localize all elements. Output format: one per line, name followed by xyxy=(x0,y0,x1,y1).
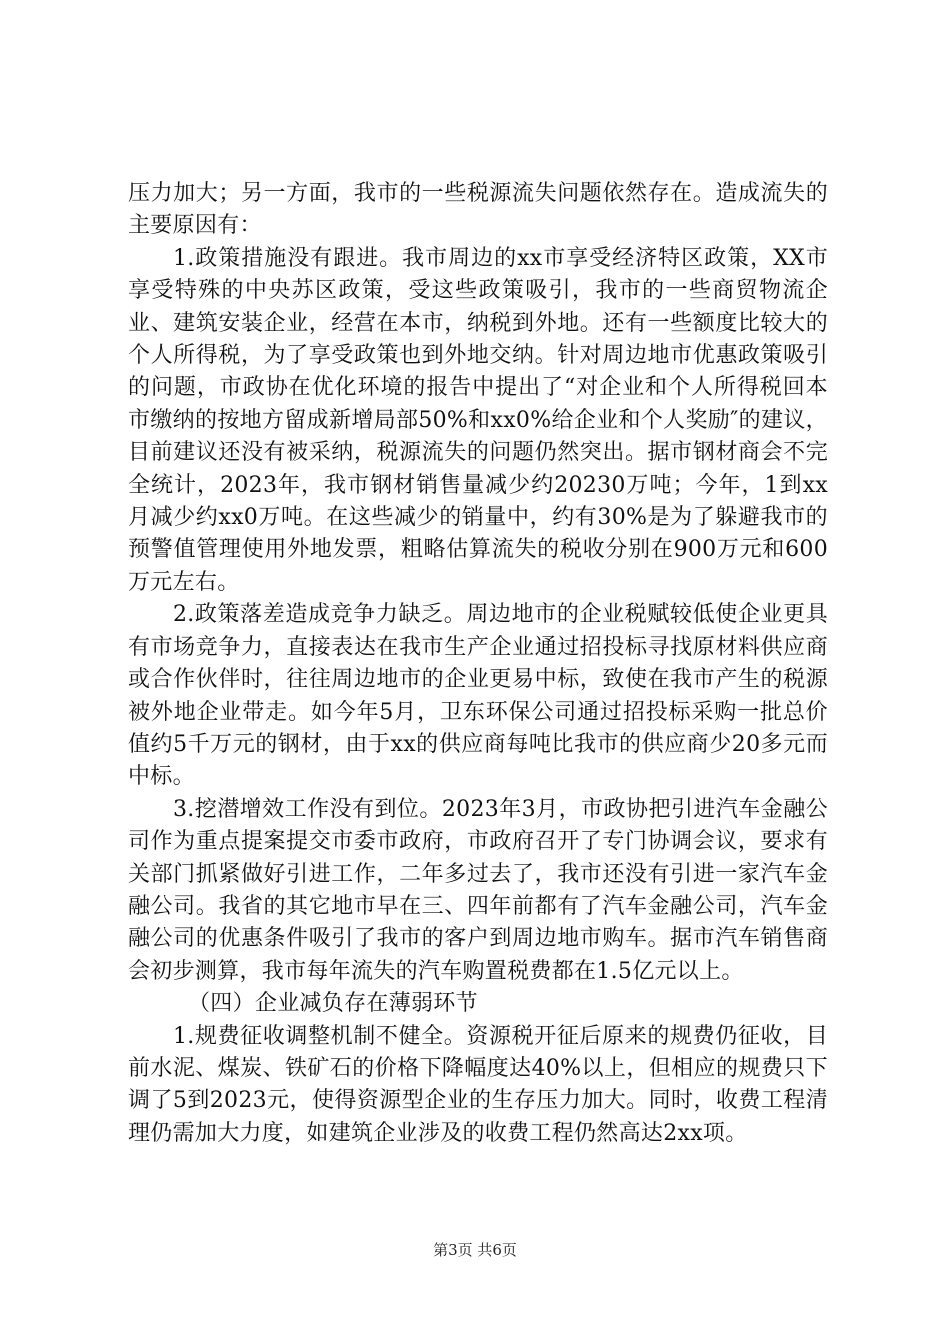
paragraph-policy-gap: 2.政策落差造成竞争力缺乏。周边地市的企业税赋较低使企业更具有市场竞争力，直接表达在我市生产企业通过招投标寻找原材料供应商或合作伙伴时，往往周边地市的企业更易中标，致使在我市产生的税源被外地企业带走。如今年5月，卫东环保公司通过招投标采购一批总价值约5千万元的钢材，由于xx的供应商每吨比我市的供应商少20多元而中标。 xyxy=(128,602,828,790)
section-heading: （四）企业减负存在薄弱环节 xyxy=(188,991,478,1017)
paragraph-efficiency: 3.挖潜增效工作没有到位。2023年3月，市政协把引进汽车金融公司作为重点提案提交市委市政府，市政府召开了专门协调会议，要求有关部门抓紧做好引进工作，二年多过去了，我市还没有引进一家汽车金融公司。我省的其它地市早在三、四年前都有了汽车金融公司，汽车金融公司的优惠条件吸引了我市的客户到周边地市购车。据市汽车销售商会初步测算，我市每年流失的汽车购置税费都在1.5亿元以上。 xyxy=(128,796,828,984)
page-number-footer: 第3页 共6页 xyxy=(433,1241,517,1259)
paragraph-fees: 1.规费征收调整机制不健全。资源税开征后原来的规费仍征收，目前水泥、煤炭、铁矿石的价格下降幅度达40%以上，但相应的规费只下调了5到2023元，使得资源型企业的生存压力加大。同时，收费工程清理仍需加大力度，如建筑企业涉及的收费工程仍然高达2xx项。 xyxy=(128,1023,828,1146)
paragraph-policy-follow-up: 1.政策措施没有跟进。我市周边的xx市享受经济特区政策，XX市享受特殊的中央苏区政策，受这些政策吸引，我市的一些商贸物流企业、建筑安装企业，经营在本市，纳税到外地。还有一些额度比较大的个人所得税，为了享受政策也到外地交纳。针对周边地市优惠政策吸引的问题，市政协在优化环境的报告中提出了“对企业和个人所得税回本市缴纳的按地方留成新增局部50%和xx0%给企业和个人奖励″的建议，目前建议还没有被采纳，税源流失的问题仍然突出。据市钢材商会不完全统计，2023年，我市钢材销售量减少约20230万吨；今年，1到xx月减少约xx0万吨。在这些减少的销量中，约有30%是为了躲避我市的预警值管理使用外地发票，粗略估算流失的税收分别在900万元和600万元左右。 xyxy=(128,245,828,595)
document-body xyxy=(128,178,828,1150)
paragraph-continuation: 压力加大；另一方面，我市的一些税源流失问题依然存在。造成流失的主要原因有： xyxy=(128,181,828,239)
